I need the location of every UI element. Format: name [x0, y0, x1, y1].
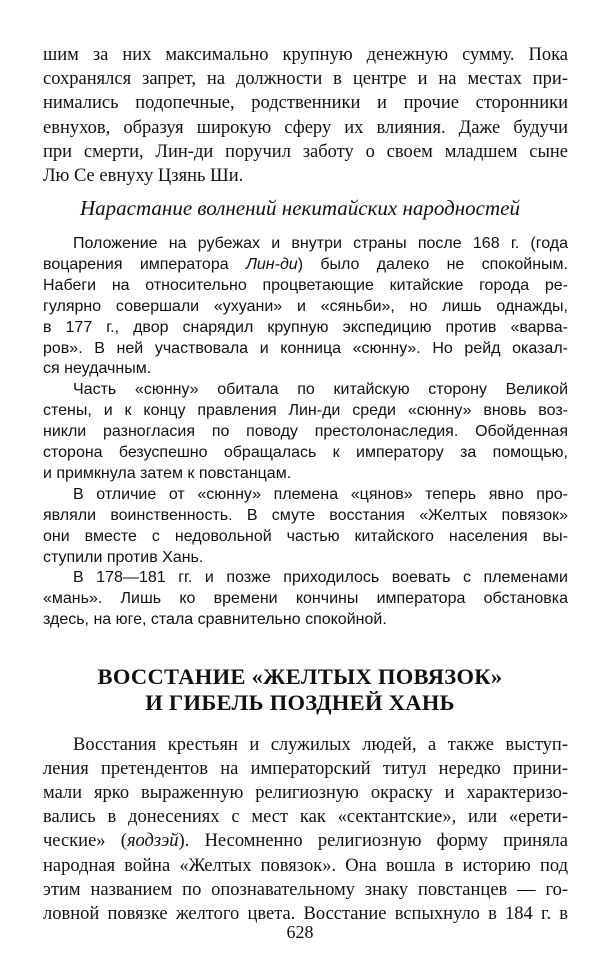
text-run: нимались подопечные, родственники и прочие сторонники: [43, 93, 568, 114]
text-run: сохранялся запрет, на должности в центре и на местах при-: [43, 69, 568, 90]
text-run: в 177 г., двор снарядил крупную экспедицию против «варва-: [43, 318, 568, 336]
text-run: Восстания крестьян и служилых людей, а также выступ-: [73, 735, 568, 755]
text-run: никли разногласия по поводу престолонаследия. Обойденная: [43, 423, 568, 441]
text-run: ступили против Хань.: [43, 548, 204, 566]
text-line: [43, 319, 568, 337]
text-line: [43, 880, 568, 901]
text-line: [43, 166, 568, 187]
text-run: Лю Се евнуху Цзянь Ши.: [43, 166, 244, 186]
text-run: ловной повязке желтого цвета. Восстание вспыхнуло в 184 г. в: [43, 903, 568, 924]
text-line: [43, 118, 568, 139]
text-line: [43, 611, 568, 629]
text-line: [43, 423, 568, 441]
text-run: ления претендентов на императорский титул нередко прини-: [43, 759, 568, 780]
text-run: они вместе с недовольной частью китайского населения вы-: [43, 527, 568, 545]
section-subheading: Нарастание волнений некитайских народностей: [80, 196, 520, 220]
page-number: 628: [286, 922, 314, 942]
text-line: [43, 528, 568, 546]
text-run: В отличие от «сюнну» племена «цянов» теперь явно про-: [73, 485, 568, 503]
text-line: [73, 486, 568, 504]
text-run: ся неудачным.: [43, 360, 152, 378]
text-run: стены, и к концу правления Лин-ди среди «сюнну» вновь воз-: [43, 402, 568, 420]
text-line: [43, 298, 568, 316]
text-run: здесь, на юге, стала сравнительно спокойной.: [43, 611, 387, 629]
text-run: шим за них максимально крупную денежную сумму. Пока: [43, 45, 568, 65]
text-line: [43, 549, 568, 567]
text-line: [43, 45, 568, 66]
text-line: [43, 444, 568, 462]
text-line: [73, 235, 568, 253]
italic-term: Лин-ди: [245, 255, 298, 273]
text-line: [43, 360, 568, 378]
text-run: ). Несомненно религиозную форму приняла: [178, 831, 568, 852]
text-line: [43, 93, 568, 114]
chapter-heading-line-2: И ГИБЕЛЬ ПОЗДНЕЙ ХАНЬ: [145, 690, 455, 715]
text-line: [43, 507, 568, 525]
text-run: являли воинственность. В смуте восстания «Желтых повязок»: [43, 506, 568, 524]
text-run: Положение на рубежах и внутри страны после 168 г. (года: [73, 235, 568, 252]
text-run: воцарения императора: [43, 255, 246, 273]
text-line: [43, 590, 568, 608]
text-run: Набеги на относительно процветающие китайские города ре-: [43, 276, 568, 294]
text-line: [43, 831, 568, 852]
text-run: «мань». Лишь ко времени кончины императора обстановка: [43, 590, 568, 608]
text-run: ров». В ней участвовала и конница «сюнну». Но рейд оказал-: [43, 339, 568, 357]
text-line: [43, 465, 568, 483]
text-run: В 178—181 гг. и позже приходилось воевать с племенами: [73, 569, 568, 587]
text-line: [43, 142, 568, 163]
text-run: этим названием по опознавательному знаку повстанцев — го-: [43, 879, 568, 900]
text-line: [43, 69, 568, 90]
text-run: народная война «Желтых повязок». Она вошла в историю под: [43, 855, 568, 876]
text-line: [43, 256, 568, 274]
text-run: мали ярко выраженную религиозную окраску и характеризо-: [43, 783, 568, 804]
text-run: вались в донесениях с мест как «сектантские», или «ерети-: [43, 807, 568, 828]
text-line: [43, 277, 568, 295]
text-line: [43, 402, 568, 420]
text-line: [73, 569, 568, 587]
text-run: Часть «сюнну» обитала по китайскую сторону Великой: [73, 381, 568, 399]
text-run: ) было далеко не спокойным.: [297, 255, 568, 273]
text-line: [43, 759, 568, 780]
italic-term: яодзэй: [126, 831, 179, 852]
text-line: [43, 856, 568, 877]
text-run: при смерти, Лин-ди поручил заботу о своем младшем сыне: [43, 141, 568, 162]
chapter-heading-line-1: ВОССТАНИЕ «ЖЕЛТЫХ ПОВЯЗОК»: [97, 664, 503, 689]
text-line: [73, 381, 568, 399]
text-run: евнухов, образуя широкую сферу их влияния. Даже будучи: [43, 117, 568, 138]
text-run: ческие» (: [43, 831, 127, 852]
text-run: сторона безуспешно обращалась к императору за помощью,: [43, 444, 568, 461]
text-line: [43, 340, 568, 358]
text-run: и примкнула затем к повстанцам.: [43, 464, 292, 482]
text-run: гулярно совершали «ухуани» и «сяньби», но лишь однажды,: [43, 297, 568, 315]
text-line: [73, 735, 568, 756]
text-line: [43, 807, 568, 828]
text-line: [43, 783, 568, 804]
